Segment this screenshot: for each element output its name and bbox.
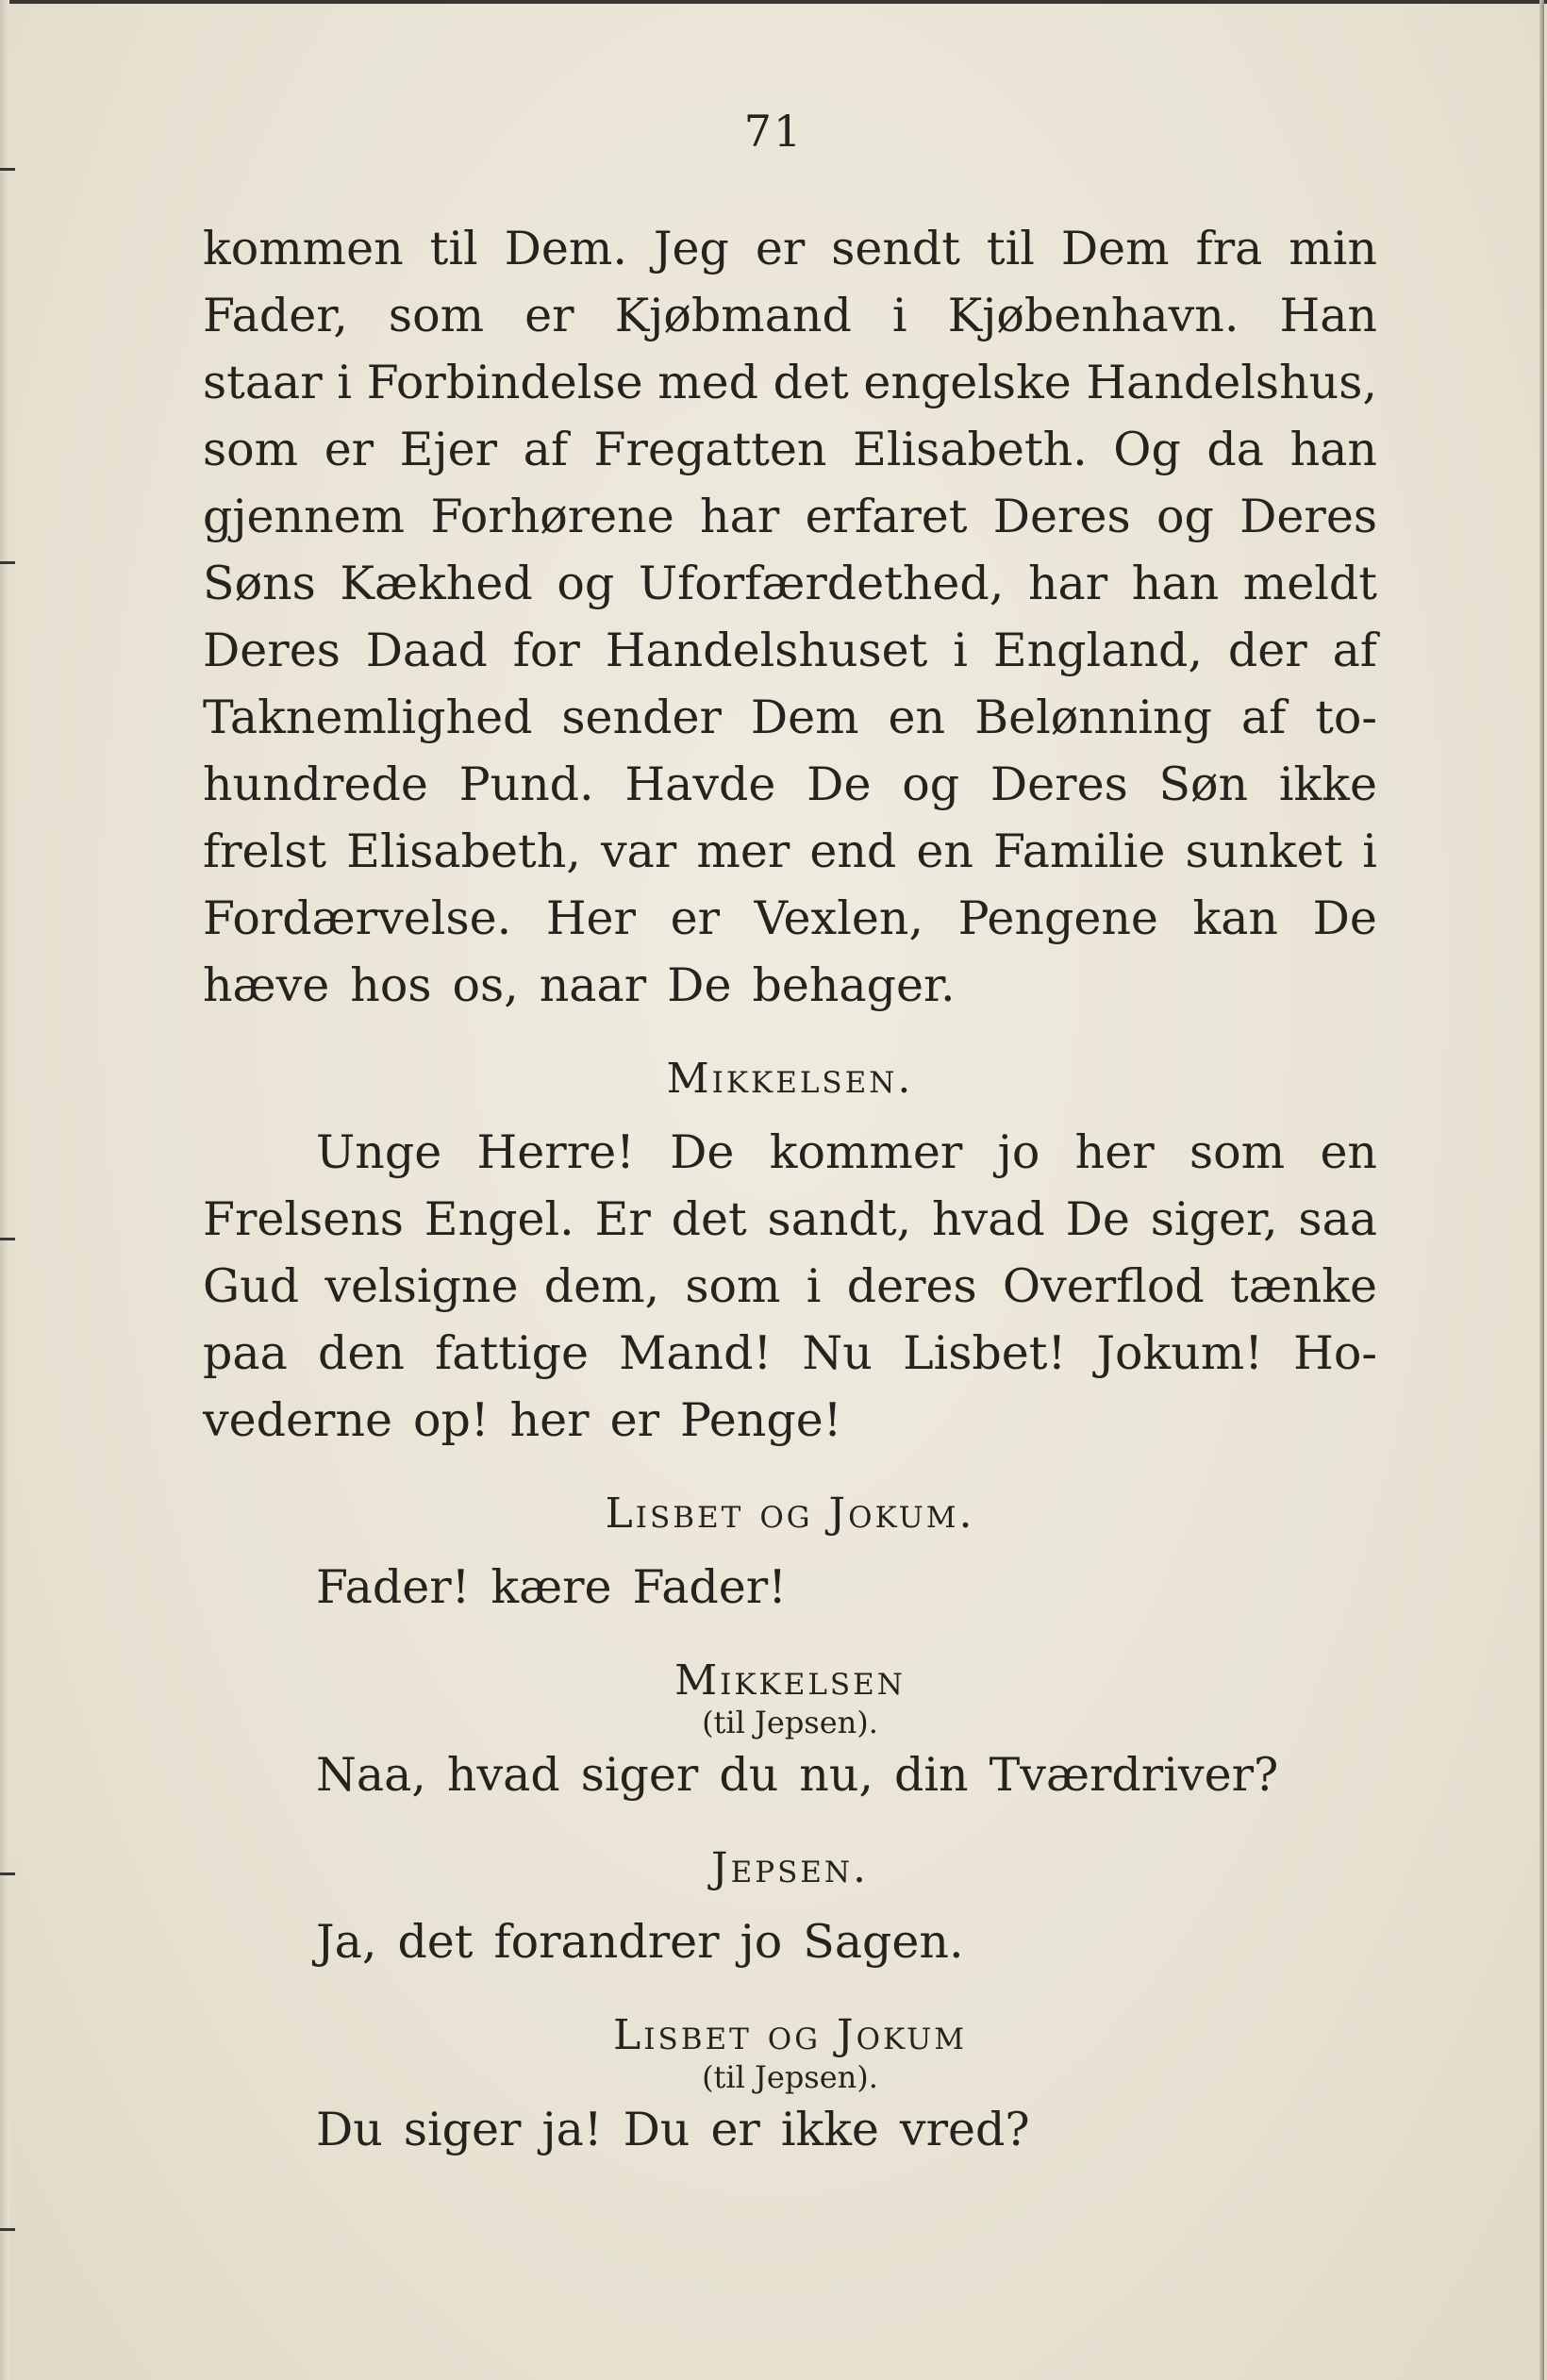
text-line [203, 416, 1377, 483]
word: Taknemlighed [203, 691, 533, 744]
right-edge [1539, 0, 1544, 2380]
word: Tværdriver? [989, 1748, 1279, 1802]
word: Dem. [504, 222, 627, 275]
word: De [667, 958, 732, 1012]
word: Deres [992, 490, 1131, 543]
paragraph-block [203, 1741, 1377, 1808]
word: Deres [203, 624, 341, 677]
word: er [670, 891, 721, 945]
word: kommer [769, 1125, 963, 1179]
word: Daad [365, 624, 488, 677]
word: kære [491, 1560, 612, 1614]
word: det [671, 1192, 747, 1246]
word: Elisabeth. [853, 423, 1088, 476]
text-line [203, 1554, 1377, 1621]
word: for [512, 624, 580, 677]
word: som [1189, 1125, 1286, 1179]
word: i [953, 624, 968, 677]
word: De [1065, 1192, 1130, 1246]
word: Nu [802, 1326, 873, 1380]
word: fattige [435, 1326, 589, 1380]
word: Vexlen, [754, 891, 923, 945]
word: nu, [799, 1748, 873, 1802]
word: tænke [1230, 1259, 1377, 1313]
word: De [670, 1125, 735, 1179]
word: den [318, 1326, 405, 1380]
word: min [1289, 222, 1377, 275]
word: kommen [203, 222, 404, 275]
word: naar [539, 958, 647, 1012]
word: op! [413, 1393, 490, 1447]
word: Forbindelse [366, 356, 643, 409]
word: og [902, 757, 960, 811]
word: Penge! [680, 1393, 842, 1447]
word: staar [203, 356, 323, 409]
word: Og [1113, 423, 1181, 476]
paragraph-block [203, 1554, 1377, 1621]
word: deres [846, 1259, 977, 1313]
word: af [523, 423, 568, 476]
word: Sagen. [803, 1915, 964, 1969]
word: saa [1298, 1192, 1377, 1246]
word: Kjøbenhavn. [947, 289, 1239, 342]
word: i [1362, 824, 1377, 878]
word: Pengene [957, 891, 1158, 945]
word: Jokum! [1096, 1326, 1263, 1380]
word: til [429, 222, 478, 275]
word: af [1332, 624, 1377, 677]
word: De [1312, 891, 1377, 945]
word: ikke [1278, 757, 1377, 811]
word: til [986, 222, 1035, 275]
word: Overflod [1002, 1259, 1205, 1313]
text-line [203, 2096, 1377, 2163]
word: sender [561, 691, 722, 744]
word: Fader! [632, 1560, 787, 1614]
word: os, [452, 958, 519, 1012]
word: Gud [203, 1259, 300, 1313]
word: Fordærvelse. [203, 891, 512, 945]
word: Ejer [399, 423, 498, 476]
word: Belønning [974, 691, 1212, 744]
word: kan [1192, 891, 1278, 945]
text-line [203, 282, 1377, 349]
word: der [1227, 624, 1307, 677]
word: en [888, 691, 946, 744]
word: det [397, 1915, 474, 1969]
word: din [893, 1748, 969, 1802]
word: Søns [203, 557, 316, 610]
word: Deres [990, 757, 1128, 811]
word: end [809, 824, 897, 878]
word: i [891, 289, 907, 342]
word: Her [545, 891, 636, 945]
text-line [203, 1119, 1377, 1186]
word: Kjøbmand [614, 289, 852, 342]
word: det [773, 356, 849, 409]
word: som [388, 289, 485, 342]
word: ikke [780, 2103, 879, 2156]
word: en [1320, 1125, 1377, 1179]
word: Unge [316, 1125, 442, 1179]
word: sendt [831, 222, 960, 275]
word: Forhørene [430, 490, 674, 543]
word: Fader, [203, 289, 348, 342]
word: Du [623, 2103, 690, 2156]
word: siger [580, 1748, 699, 1802]
word: gjennem [203, 490, 406, 543]
word: frelst [203, 824, 327, 878]
word: er [324, 423, 374, 476]
word: Deres [1239, 490, 1377, 543]
word: Er [594, 1192, 651, 1246]
word: var [600, 824, 677, 878]
paragraph-block [203, 1908, 1377, 1975]
word: Mand! [619, 1326, 773, 1380]
word: siger [403, 2103, 522, 2156]
word: Havde [624, 757, 776, 811]
margin-mark [0, 1872, 15, 1875]
text-line [203, 483, 1377, 550]
word: engelske [863, 356, 1072, 409]
word: jo [740, 1915, 783, 1969]
word: og [557, 557, 615, 610]
word: her [509, 1393, 590, 1447]
word: forandrer [493, 1915, 720, 1969]
word: Pund. [458, 757, 594, 811]
text-line [203, 1741, 1377, 1808]
word: Lisbet! [903, 1326, 1067, 1380]
word: sunket [1185, 824, 1343, 878]
word: Frelsens [203, 1192, 404, 1246]
text-line [203, 349, 1377, 416]
word: som [203, 423, 299, 476]
speaker-heading: Jepsen. [710, 1844, 870, 1892]
word: Dem [1060, 222, 1170, 275]
word: er [524, 289, 574, 342]
word: Ho- [1293, 1326, 1377, 1380]
word: er [710, 2103, 760, 2156]
word: som [685, 1259, 781, 1313]
text-line [203, 215, 1377, 282]
page-body [203, 215, 1377, 2163]
text-line [203, 952, 1377, 1019]
word: Naa, [316, 1748, 426, 1802]
word: Ja, [316, 1915, 377, 1969]
word: hæve [203, 958, 330, 1012]
word: meldt [1242, 557, 1377, 610]
word: Han [1279, 289, 1377, 342]
text-line [203, 617, 1377, 684]
word: da [1206, 423, 1264, 476]
word: hundrede [203, 757, 428, 811]
paragraph-block [203, 2096, 1377, 2163]
paragraph-block [203, 1119, 1377, 1454]
text-line [203, 550, 1377, 617]
word: her [1074, 1125, 1155, 1179]
word: to- [1315, 691, 1377, 744]
word: Familie [993, 824, 1166, 878]
word: Du [316, 2103, 383, 2156]
word: siger, [1150, 1192, 1278, 1246]
top-edge [0, 0, 1547, 4]
word: velsigne [324, 1259, 519, 1313]
word: sandt, [767, 1192, 912, 1246]
word: hvad [931, 1192, 1045, 1246]
stage-direction: (til Jepsen). [702, 2059, 878, 2095]
word: paa [203, 1326, 288, 1380]
word: Dem [750, 691, 859, 744]
word: og [1156, 490, 1214, 543]
speaker-heading: Mikkelsen. [666, 1055, 914, 1103]
text-line [203, 1387, 1377, 1454]
word: Uforfærdethed, [638, 557, 1005, 610]
word: vred? [899, 2103, 1030, 2156]
word: mer [696, 824, 790, 878]
word: Elisabeth, [346, 824, 581, 878]
word: Handelshus, [1086, 356, 1377, 409]
word: han [1289, 423, 1377, 476]
word: vederne [203, 1393, 393, 1447]
word: Herre! [476, 1125, 635, 1179]
text-line [203, 1253, 1377, 1320]
word: Søn [1158, 757, 1249, 811]
word: af [1240, 691, 1287, 744]
word: en [916, 824, 973, 878]
page-number: 71 [743, 106, 804, 157]
word: England, [992, 624, 1203, 677]
word: Kækhed [340, 557, 533, 610]
word: behager. [752, 958, 956, 1012]
word: du [719, 1748, 779, 1802]
text-line [203, 1320, 1377, 1387]
word: hos [350, 958, 432, 1012]
speaker-heading: Lisbet og Jokum [613, 2011, 967, 2059]
word: erfaret [805, 490, 968, 543]
margin-mark [0, 561, 15, 564]
word: hvad [446, 1748, 560, 1802]
word: Fregatten [593, 423, 827, 476]
word: han [1131, 557, 1220, 610]
word: dem, [543, 1259, 660, 1313]
word: er [755, 222, 806, 275]
word: har [1027, 557, 1108, 610]
word: De [807, 757, 872, 811]
text-line [203, 885, 1377, 952]
word: er [609, 1393, 659, 1447]
margin-mark [0, 2228, 15, 2231]
margin-mark [0, 1238, 15, 1240]
word: i [806, 1259, 822, 1313]
text-line [203, 751, 1377, 818]
word: Jeg [653, 222, 729, 275]
stage-direction: (til Jepsen). [702, 1705, 878, 1740]
speaker-heading: Lisbet og Jokum. [605, 1490, 975, 1538]
word: Fader! [316, 1560, 471, 1614]
text-line [203, 684, 1377, 751]
speaker-heading: Mikkelsen [674, 1656, 906, 1705]
word: fra [1195, 222, 1263, 275]
text-line [203, 1908, 1377, 1975]
left-edge [0, 0, 9, 2380]
margin-mark [0, 168, 15, 171]
word: Engel. [424, 1192, 574, 1246]
text-line [203, 1186, 1377, 1253]
word: Handelshuset [605, 624, 928, 677]
word: i [337, 356, 352, 409]
word: jo [997, 1125, 1040, 1179]
paragraph-block [203, 215, 1377, 1019]
word: ja! [541, 2103, 603, 2156]
word: med [657, 356, 759, 409]
word: har [700, 490, 780, 543]
text-line [203, 818, 1377, 885]
